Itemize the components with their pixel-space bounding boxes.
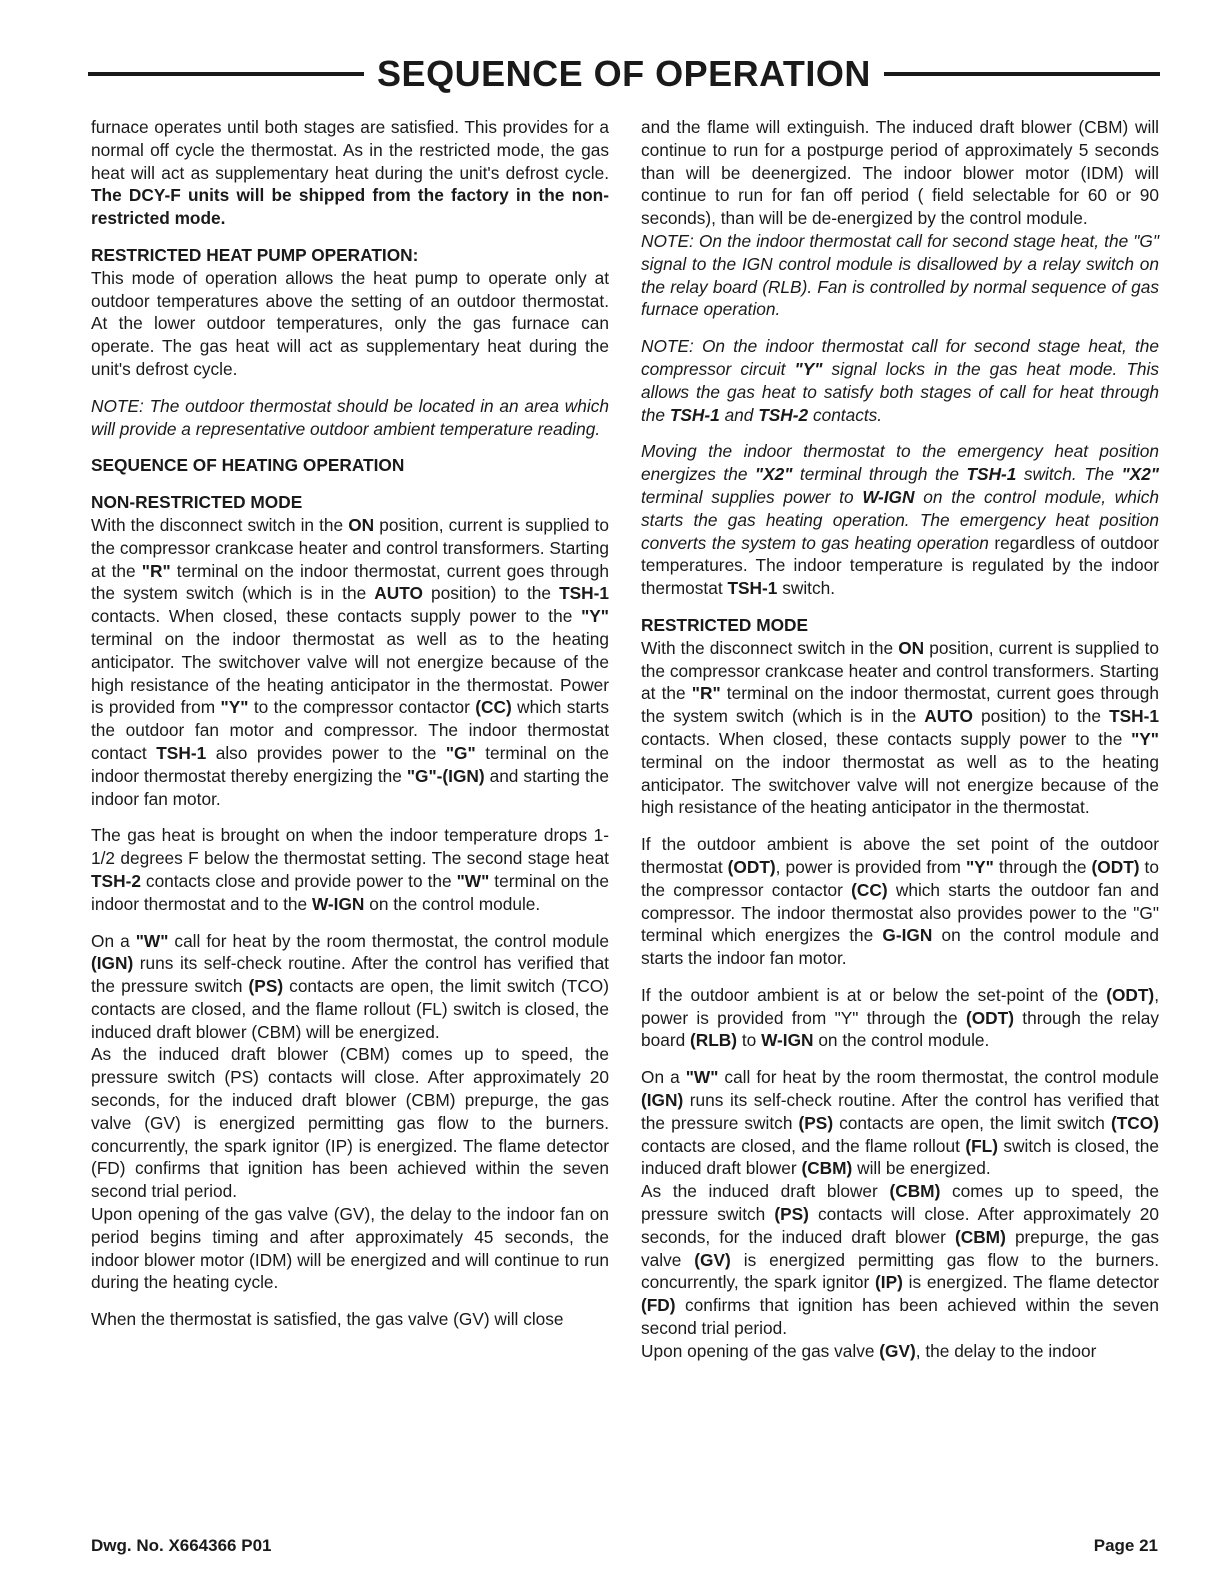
page-header (88, 52, 1160, 96)
paragraph: With the disconnect switch in the ON position, current is supplied to the compressor crankcase heater and control transformers. Starting at the "R" terminal on the indoor thermostat, current goes through the system switch (which is in the AUTO position) to the TSH-1 contacts. When closed, these contacts supply power to the "Y" terminal on the indoor thermostat as well as to the heating anticipator. The switchover valve will not energize because of the high resistance of the heating anticipator in the thermostat. (641, 637, 1160, 818)
paragraph: When the thermostat is satisfied, the gas valve (GV) will close (91, 1309, 564, 1330)
paragraph: If the outdoor ambient is above the set point of the outdoor thermostat (ODT), power is provided from "Y" through the (ODT) to the compressor contactor (CC) which starts the outdoor fan and compressor. The indoor thermostat also provides power to the "G" terminal which energizes the G-IGN on the control module and starts the indoor fan motor. (641, 834, 1160, 969)
header-rule-left (88, 72, 364, 76)
paragraph: Upon opening of the gas valve (GV), the delay to the indoor (641, 1340, 1097, 1361)
paragraph: On a "W" call for heat by the room thermostat, the control module (IGN) runs its self-check routine. After the control has verified that the pressure switch (PS) contacts are open, the limit switch (TCO) contacts are closed, and the flame rollout (FL) switch is closed, the induced draft blower (CBM) will be energized. (641, 1067, 1159, 1179)
paragraph: This mode of operation allows the heat pump to operate only at outdoor temperatures above the setting of an outdoor thermostat. At the lower outdoor temperatures, only the gas furnace can operate. The gas heat will act as supplementary heat during the unit's defrost cycle. (91, 267, 609, 379)
paragraph: On a "W" call for heat by the room thermostat, the control module (IGN) runs its self-check routine. After the control has verified that the pressure switch (PS) contacts are open, the limit switch (TCO) contacts are closed, and the flame rollout (FL) switch is closed, the induced draft blower (CBM) will be energized. (91, 930, 609, 1042)
section-heading: SEQUENCE OF HEATING OPERATION (91, 455, 405, 476)
paragraph: Moving the indoor thermostat to the emergency heat position energizes the "X2" terminal through the TSH-1 switch. The "X2" terminal supplies power to W-IGN on the control module, which starts the gas heating operation. The emergency heat position converts the system to gas heating operation regardless of outdoor temperatures. The indoor temperature is regulated by the indoor thermostat TSH-1 switch. (641, 441, 1159, 599)
section-heading: RESTRICTED HEAT PUMP OPERATION: (91, 244, 419, 265)
note: NOTE: The outdoor thermostat should be located in an area which will provide a representative outdoor ambient temperature reading. (91, 395, 609, 439)
subsection-heading: RESTRICTED MODE (641, 614, 809, 635)
paragraph: With the disconnect switch in the ON position, current is supplied to the compressor crankcase heater and control transformers. Starting at the "R" terminal on the indoor thermostat, current goes through the system switch (which is in the AUTO position) to the TSH-1 contacts. When closed, these contacts supply power to the "Y" terminal on the indoor thermostat as well as to the heating anticipator. The switchover valve will not energize because of the high resistance of the heating anticipator in the thermostat. Power is provided from "Y" to the compressor contactor (CC) which starts the outdoor fan motor and compressor. The indoor thermostat contact TSH-1 also provides power to the "G" terminal on the indoor thermostat thereby energizing the "G"-(IGN) and starting the indoor fan motor. (91, 514, 610, 809)
paragraph: As the induced draft blower (CBM) comes up to speed, the pressure switch (PS) contacts will close. After approximately 20 seconds, for the induced draft blower (CBM) prepurge, the gas valve (GV) is energized permitting gas flow to the burners. concurrently, the spark ignitor (IP) is energized. The flame detector (FD) confirms that ignition has been achieved within the seven second trial period. (91, 1044, 609, 1202)
paragraph: Upon opening of the gas valve (GV), the delay to the indoor fan on period begins timing and after approximately 45 seconds, the indoor blower motor (IDM) will be energized and will continue to run during the heating cycle. (91, 1204, 609, 1293)
header-rule-right (884, 72, 1160, 76)
paragraph: The gas heat is brought on when the indoor temperature drops 1-1/2 degrees F below the thermostat setting. The second stage heat TSH-2 contacts close and provide power to the "W" terminal on the indoor thermostat and to the W-IGN on the control module. (91, 825, 609, 914)
page-title: SEQUENCE OF OPERATION (377, 53, 871, 94)
paragraph: and the flame will extinguish. The induced draft blower (CBM) will continue to run for a postpurge period of approximately 5 seconds than will be deenergized. The indoor blower motor (IDM) will continue to run for fan off period ( field selectable for 60 or 90 seconds), than will be de-energized by the control module. (641, 117, 1159, 229)
subsection-heading: NON-RESTRICTED MODE (91, 492, 303, 513)
page-number: Page 21 (1093, 1536, 1158, 1555)
paragraph: As the induced draft blower (CBM) comes up to speed, the pressure switch (PS) contacts will close. After approximately 20 seconds, for the induced draft blower (CBM) prepurge, the gas valve (GV) is energized permitting gas flow to the burners. concurrently, the spark ignitor (IP) is energized. The flame detector (FD) confirms that ignition has been achieved within the seven second trial period. (641, 1181, 1160, 1339)
note: NOTE: On the indoor thermostat call for second stage heat, the "G" signal to the IGN control module is disallowed by a relay switch on the relay board (RLB). Fan is controlled by normal sequence of gas furnace operation. (641, 230, 1159, 320)
paragraph: furnace operates until both stages are satisfied. This provides for a normal off cycle the thermostat. As in the restricted mode, the gas heat will act as supplementary heat during the unit's defrost cycle. The DCY-F units will be shipped from the factory in the non-restricted mode. (91, 117, 609, 229)
drawing-number: Dwg. No. X664366 P01 (91, 1536, 272, 1555)
right-column (641, 116, 1159, 1363)
note: NOTE: On the indoor thermostat call for second stage heat, the compressor circuit "Y" signal locks in the gas heat mode. This allows the gas heat to satisfy both stages of call for heat through the TSH-1 and TSH-2 contacts. (641, 336, 1159, 425)
left-column (91, 116, 609, 1331)
paragraph: If the outdoor ambient is at or below the set-point of the (ODT), power is provided from "Y" through the (ODT) through the relay board (RLB) to W-IGN on the control module. (641, 984, 1159, 1051)
